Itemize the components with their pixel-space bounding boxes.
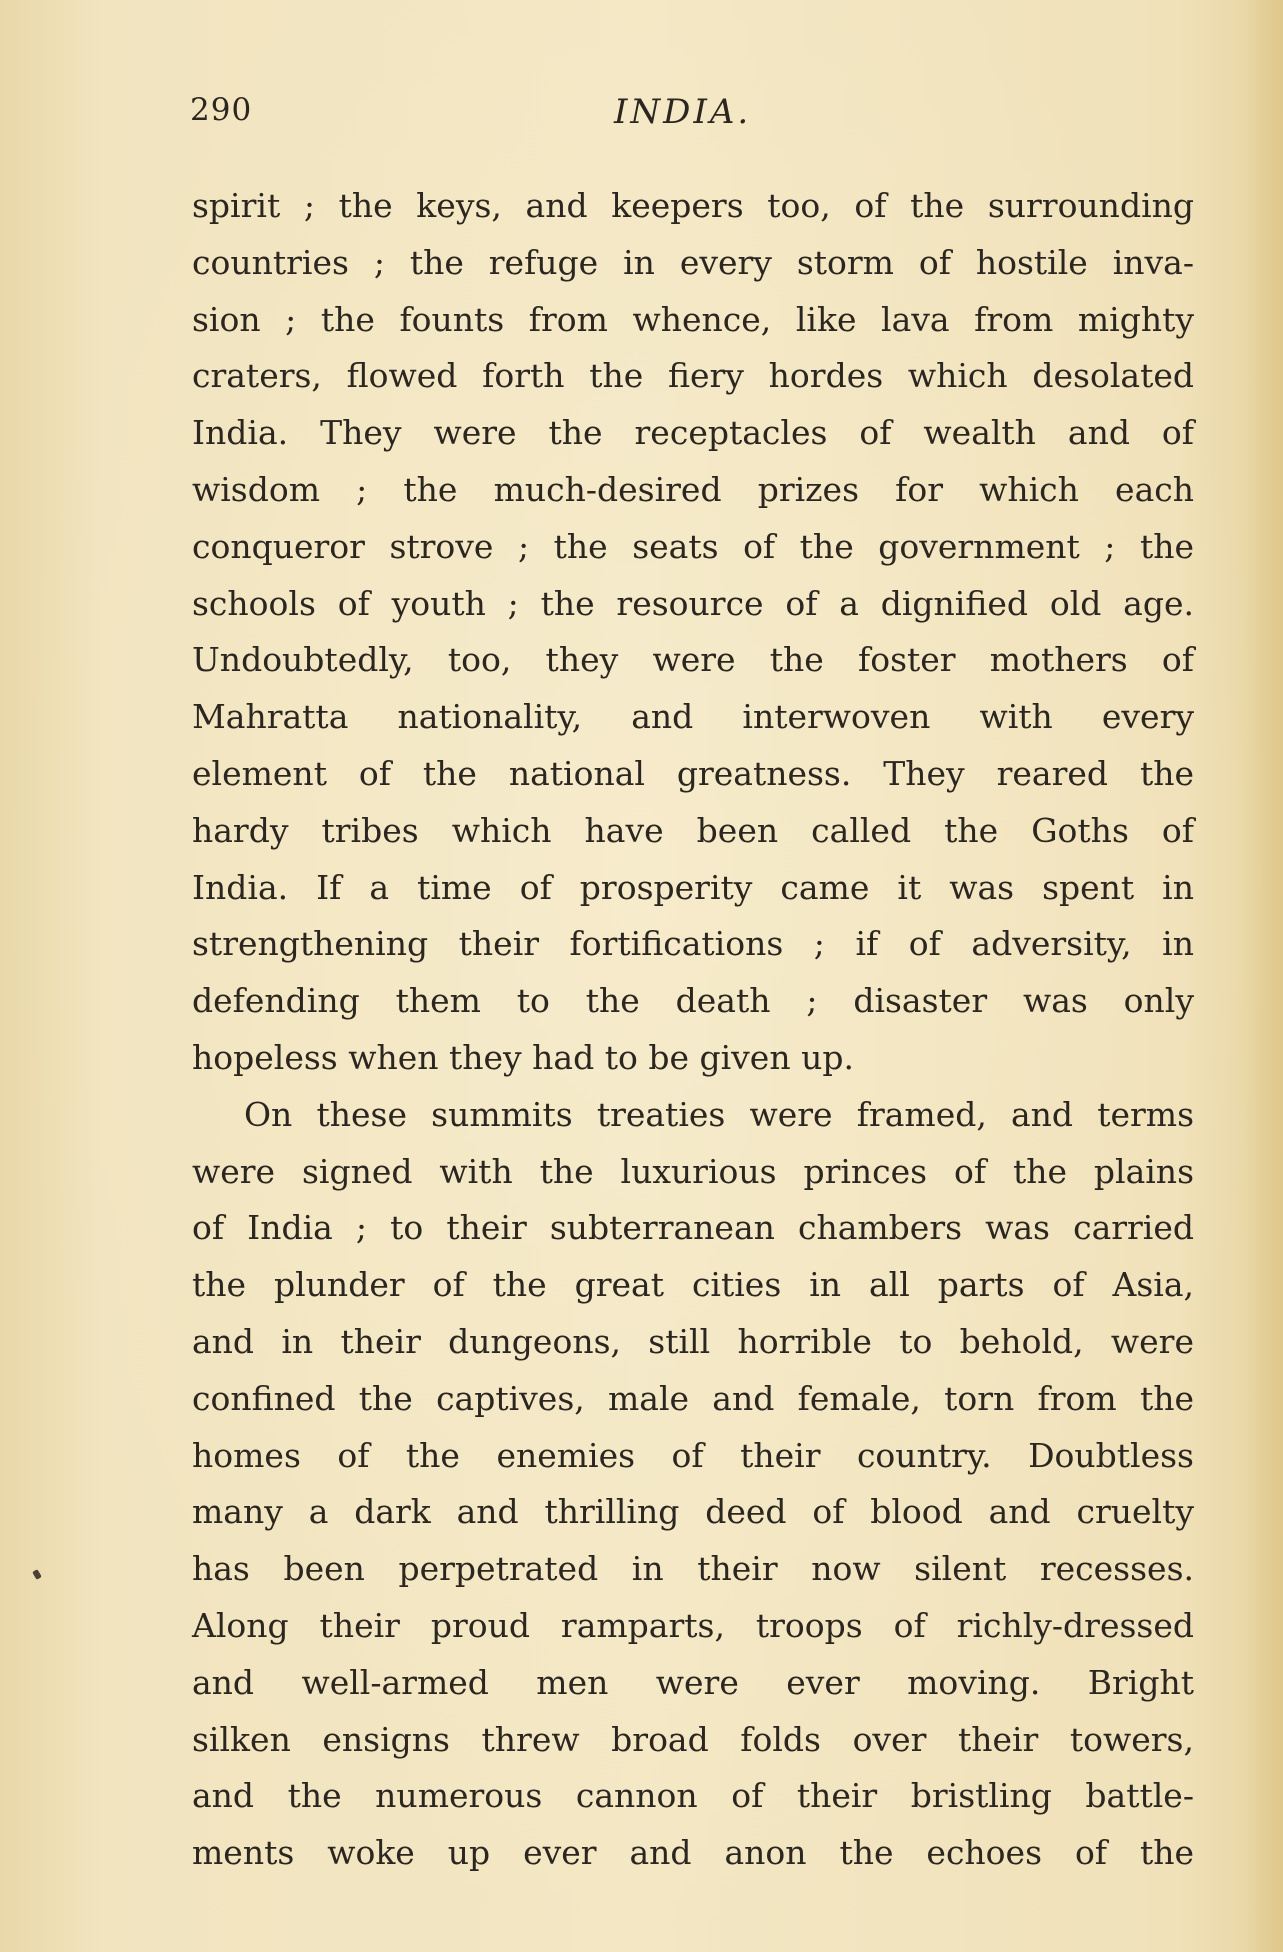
text-line: Mahratta nationality, and interwoven with every (192, 697, 1194, 737)
text-line: has been perpetrated in their now silent recesses. (192, 1549, 1194, 1589)
text-line: confined the captives, male and female, torn from the (192, 1378, 1194, 1418)
text-line: many a dark and thrilling deed of blood and cruelty (192, 1492, 1194, 1532)
text-line: schools of youth ; the resource of a dignified old age. (192, 583, 1194, 623)
text-line: sion ; the founts from whence, like lava from mighty (192, 299, 1194, 339)
text-line: Along their proud ramparts, troops of richly-dressed (192, 1605, 1194, 1645)
text-line: craters, flowed forth the fiery hordes which desolated (192, 356, 1194, 396)
text-line: conqueror strove ; the seats of the government ; the (192, 526, 1194, 566)
text-line: India. If a time of prosperity came it was spent in (192, 867, 1194, 907)
text-line: Undoubtedly, too, they were the foster mothers of (192, 640, 1194, 680)
text-line: On these summits treaties were framed, and terms (244, 1094, 1194, 1134)
text-line: India. They were the receptacles of wealth and of (192, 413, 1194, 453)
text-line: were signed with the luxurious princes of the plains (192, 1151, 1194, 1191)
text-line: the plunder of the great cities in all parts of Asia, (192, 1265, 1194, 1305)
text-line: hardy tribes which have been called the Goths of (192, 810, 1194, 850)
page-number: 290 (190, 92, 253, 128)
text-line: and well-armed men were ever moving. Bright (192, 1662, 1194, 1702)
body-text (192, 178, 1194, 1882)
text-line: spirit ; the keys, and keepers too, of the surrounding (192, 186, 1194, 225)
text-line: strengthening their fortifications ; if of adversity, in (192, 924, 1194, 964)
text-line: silken ensigns threw broad folds over their towers, (192, 1719, 1194, 1759)
running-head: INDIA. (614, 92, 752, 132)
page-edge-shadow (1243, 0, 1283, 1952)
text-line: element of the national greatness. They reared the (192, 753, 1194, 793)
text-line: defending them to the death ; disaster was only (192, 981, 1194, 1021)
text-line: homes of the enemies of their country. Doubtless (192, 1435, 1194, 1475)
text-line: and in their dungeons, still horrible to behold, were (192, 1321, 1194, 1361)
page-header (190, 92, 1190, 142)
text-line: wisdom ; the much-desired prizes for which each (192, 469, 1194, 509)
text-line: of India ; to their subterranean chambers was carried (192, 1208, 1194, 1248)
text-line: ments woke up ever and anon the echoes of the (192, 1833, 1194, 1873)
text-line: countries ; the refuge in every storm of hostile inva- (192, 242, 1194, 282)
text-line: hopeless when they had to be given up. (192, 1037, 854, 1077)
text-line: and the numerous cannon of their bristling battle- (192, 1776, 1194, 1816)
ink-speck (32, 1569, 42, 1580)
